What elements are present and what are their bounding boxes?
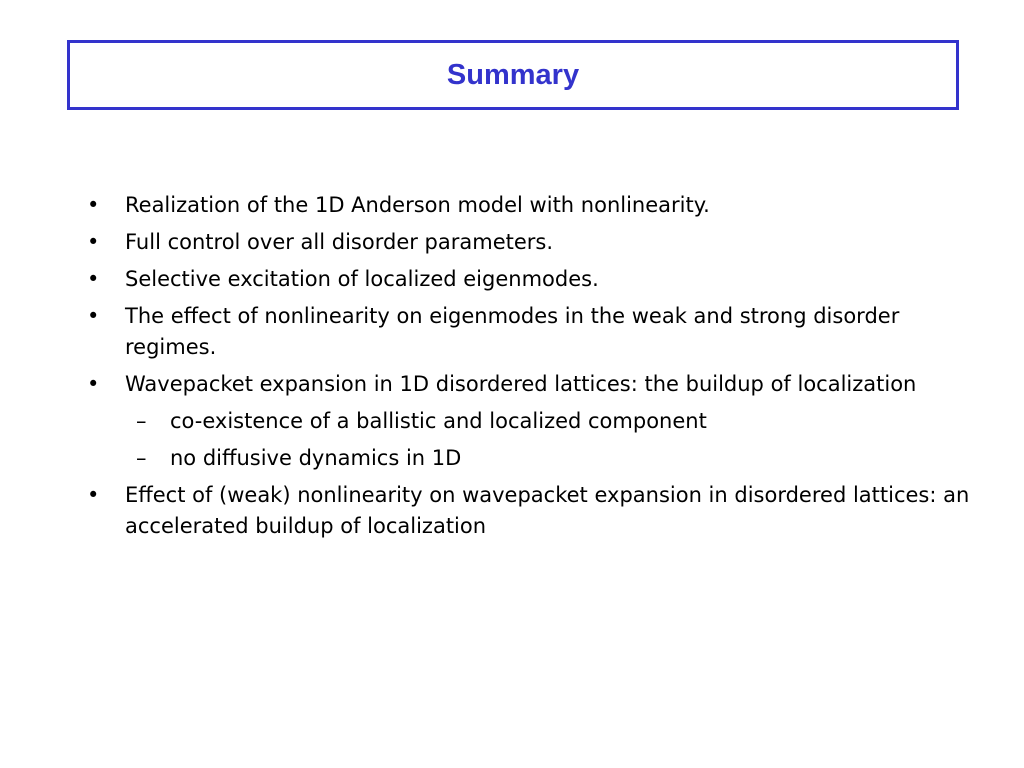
bullet-marker: • xyxy=(87,230,100,254)
sub-bullet-item xyxy=(132,443,985,474)
bullet-marker: • xyxy=(87,483,100,507)
sub-bullet-marker: – xyxy=(136,446,147,470)
slide-title: Summary xyxy=(446,58,580,91)
bullet-text: Effect of (weak) nonlinearity on wavepacket expansion in disordered lattices: an accelerated buildup of localization xyxy=(125,483,970,538)
bullet-item xyxy=(85,264,985,295)
bullet-item xyxy=(85,190,985,221)
bullet-item xyxy=(85,369,985,400)
title-box xyxy=(67,40,959,110)
bullet-text: Realization of the 1D Anderson model with nonlinearity. xyxy=(125,193,710,217)
bullet-marker: • xyxy=(87,304,100,328)
bullet-item xyxy=(85,301,985,363)
bullet-marker: • xyxy=(87,372,100,396)
bullet-marker: • xyxy=(87,193,100,217)
bullet-text: The effect of nonlinearity on eigenmodes in the weak and strong disorder regimes. xyxy=(125,304,900,359)
bullet-item xyxy=(85,227,985,258)
sub-bullet-marker: – xyxy=(136,409,147,433)
sub-bullet-text: no diffusive dynamics in 1D xyxy=(170,446,462,470)
bullet-text: Selective excitation of localized eigenmodes. xyxy=(125,267,599,291)
sub-bullet-item xyxy=(132,406,985,437)
sub-bullet-text: co-existence of a ballistic and localized component xyxy=(170,409,707,433)
bullet-list xyxy=(85,190,985,548)
bullet-marker: • xyxy=(87,267,100,291)
bullet-text: Wavepacket expansion in 1D disordered lattices: the buildup of localization xyxy=(125,372,917,396)
bullet-text: Full control over all disorder parameters. xyxy=(125,230,554,254)
bullet-item xyxy=(85,480,985,542)
